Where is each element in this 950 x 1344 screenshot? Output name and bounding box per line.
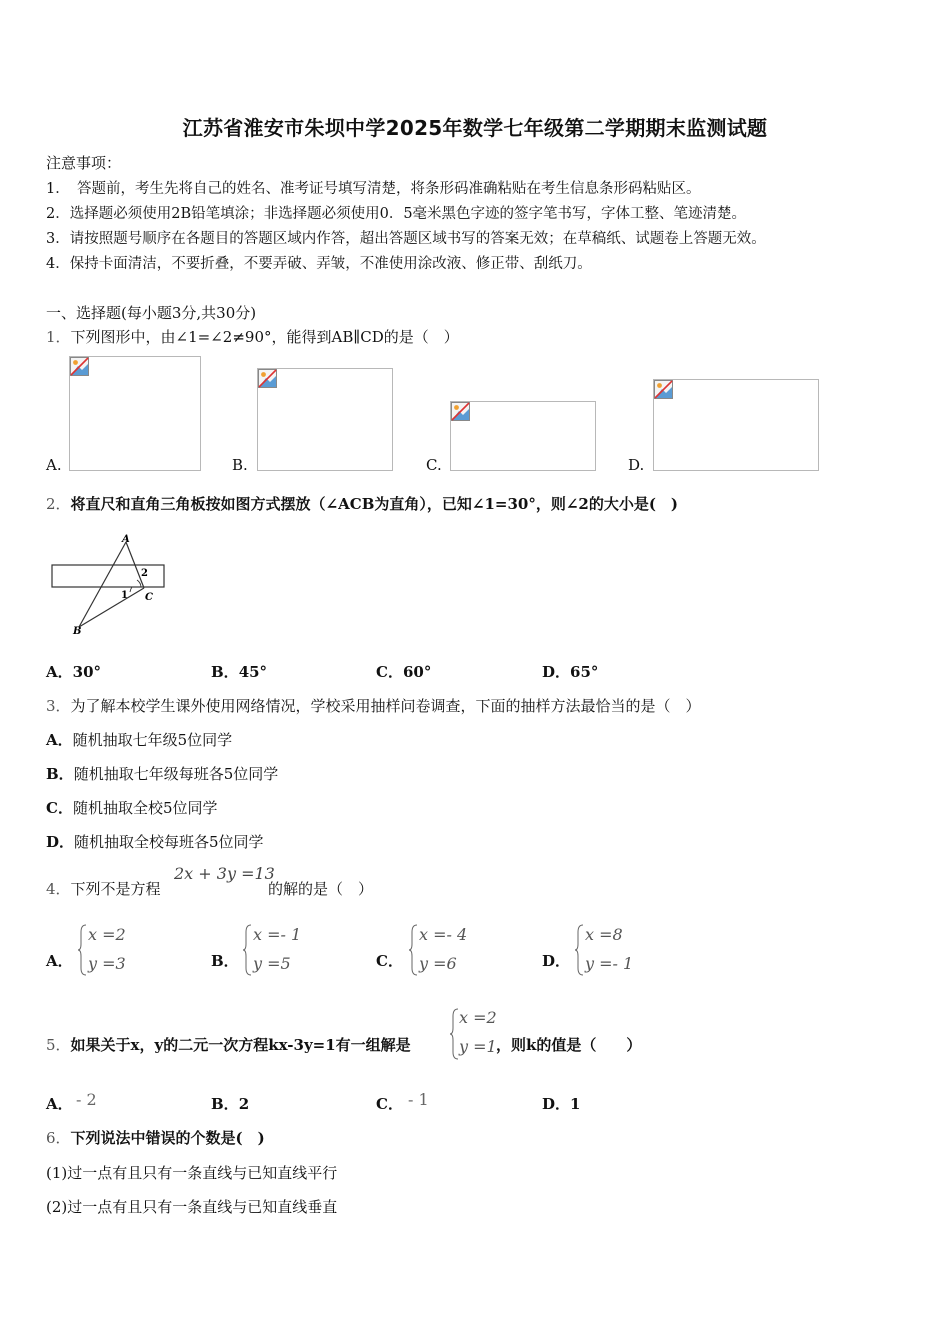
option-value: 45°: [238, 663, 268, 681]
q5-solution-line2: y =1: [459, 1037, 497, 1056]
q4-option-d-line1: x =8: [585, 925, 623, 944]
angle-1-arc: [130, 587, 132, 592]
q1-option-a-image: [69, 356, 201, 471]
q1-option-b-image: [257, 368, 393, 471]
option-label: B．: [211, 663, 239, 681]
option-value: 1: [570, 1095, 581, 1113]
question-number: 2．: [46, 495, 71, 513]
q5-option-a-value: - 2: [76, 1090, 97, 1109]
q6-statement-2: (2)过一点有且只有一条直线与已知直线垂直: [46, 1198, 338, 1216]
option-label: C．: [46, 799, 73, 817]
broken-image-icon: [70, 357, 89, 376]
option-value: 随机抽取七年级每班各5位同学: [73, 765, 279, 783]
left-brace-icon: [574, 924, 584, 976]
option-label: D．: [542, 663, 571, 681]
q1-option-a-label: A.: [46, 456, 62, 474]
q3-option-d: [46, 831, 264, 852]
q5-option-a-label: A．: [46, 1095, 73, 1113]
question-text: 将直尺和直角三角板按如图方式摆放（∠ACB为直角），已知∠1=30°，则∠2的大小是( ): [70, 495, 679, 513]
option-value: 随机抽取全校每班各5位同学: [74, 833, 264, 851]
q4-option-d-label: D．: [542, 952, 571, 970]
q4-option-a-line2: y =3: [88, 954, 126, 973]
label-angle-2: 2: [141, 568, 148, 579]
q6-statement-1: (1)过一点有且只有一条直线与已知直线平行: [46, 1164, 338, 1182]
broken-image-icon: [451, 402, 470, 421]
question-5: [46, 1034, 411, 1055]
question-6: [46, 1127, 265, 1148]
question-text: 下列说法中错误的个数是( ): [70, 1129, 265, 1147]
q4-option-d-line2: y =- 1: [585, 954, 634, 973]
question-number: 1．: [46, 328, 71, 346]
q4-option-c-line2: y =6: [419, 954, 457, 973]
question-text: 下列图形中，由∠1=∠2≠90°，能得到AB∥CD的是（ ）: [70, 328, 459, 346]
q3-option-c: [46, 797, 218, 818]
q4-option-c-line1: x =- 4: [419, 925, 468, 944]
notice-heading: 注意事项：: [46, 154, 122, 172]
q5-option-c-value: - 1: [408, 1090, 429, 1109]
q2-option-a: [46, 661, 101, 682]
option-value: 60°: [402, 663, 432, 681]
option-value: 65°: [570, 663, 599, 681]
left-brace-icon: [77, 924, 87, 976]
q1-option-d-label: D.: [628, 456, 645, 474]
label-angle-1: 1: [121, 590, 128, 601]
question-1: [46, 326, 459, 347]
q3-option-a: [46, 729, 232, 750]
broken-image-icon: [258, 369, 277, 388]
question-text: 如果关于x，y的二元一次方程kx-3y=1有一组解是: [70, 1036, 411, 1054]
question-number: 4．: [46, 880, 71, 898]
option-label: A．: [46, 663, 73, 681]
left-brace-icon: [449, 1008, 459, 1060]
q3-option-b: [46, 763, 278, 784]
option-value: 2: [238, 1095, 250, 1113]
question-5-text-after: ，则k的值是（ ）: [496, 1036, 642, 1054]
option-label: B．: [46, 765, 74, 783]
question-3: [46, 695, 701, 716]
notice-item: 2．选择题必须使用2B铅笔填涂；非选择题必须使用0．5毫米黑色字迹的签字笔书写，字体工整、笔迹清楚。: [46, 206, 747, 222]
q1-option-b-label: B.: [232, 456, 248, 474]
option-label: A．: [46, 731, 73, 749]
angle-2-arc: [137, 580, 141, 587]
triangle-side-ab: [79, 542, 126, 627]
q5-option-d: [542, 1093, 580, 1114]
section-heading: 一、选择题(每小题3分,共30分): [46, 304, 257, 322]
q2-option-c: [376, 661, 431, 682]
option-value: 随机抽取七年级5位同学: [72, 731, 233, 749]
option-value: 随机抽取全校5位同学: [72, 799, 218, 817]
q4-equation: 2x + 3y =13: [174, 864, 275, 883]
left-brace-icon: [242, 924, 252, 976]
q4-option-b-line1: x =- 1: [253, 925, 302, 944]
option-label: D．: [46, 833, 75, 851]
label-c: C: [145, 592, 153, 603]
q4-option-b-line2: y =5: [253, 954, 291, 973]
question-2: [46, 493, 678, 514]
page-title: 江苏省淮安市朱坝中学2025年数学七年级第二学期期末监测试题: [182, 116, 768, 140]
broken-image-icon: [654, 380, 673, 399]
question-4-text-after: 的解的是（ ）: [268, 880, 374, 898]
q2-option-b: [211, 661, 267, 682]
q1-option-c-image: [450, 401, 596, 471]
q5-option-b: [211, 1093, 249, 1114]
left-brace-icon: [408, 924, 418, 976]
q4-option-a-label: A．: [46, 952, 73, 970]
q2-option-d: [542, 661, 598, 682]
q4-option-c-label: C．: [376, 952, 403, 970]
notice-item: 4．保持卡面清洁，不要折叠，不要弄破、弄皱，不准使用涂改液、修正带、刮纸刀。: [46, 256, 592, 272]
q4-option-a-line1: x =2: [88, 925, 126, 944]
question-text: 为了解本校学生课外使用网络情况，学校采用抽样问卷调查，下面的抽样方法最恰当的是（ ）: [70, 697, 701, 715]
option-label: B．: [211, 1095, 239, 1113]
question-text: 下列不是方程: [70, 880, 161, 898]
label-b: B: [73, 626, 82, 637]
option-value: 30°: [72, 663, 102, 681]
q5-solution-line1: x =2: [459, 1008, 497, 1027]
option-label: C．: [376, 663, 403, 681]
question-number: 5．: [46, 1036, 71, 1054]
triangle-side-bc: [79, 588, 144, 627]
option-label: D．: [542, 1095, 571, 1113]
q1-option-c-label: C.: [426, 456, 442, 474]
question-4-number: [46, 878, 161, 899]
question-number: 6．: [46, 1129, 71, 1147]
q1-option-d-image: [653, 379, 819, 471]
label-a: A: [122, 534, 130, 545]
notice-item: 3．请按照题号顺序在各题目的答题区域内作答，超出答题区域书写的答案无效；在草稿纸、试题卷上答题无效。: [46, 231, 766, 247]
ruler-triangle-figure: [46, 530, 176, 638]
question-number: 3．: [46, 697, 71, 715]
notice-item: 1． 答题前，考生先将自己的姓名、准考证号填写清楚，将条形码准确粘贴在考生信息条形码粘贴区。: [46, 181, 701, 197]
q4-option-b-label: B．: [211, 952, 239, 970]
q5-option-c-label: C．: [376, 1095, 403, 1113]
